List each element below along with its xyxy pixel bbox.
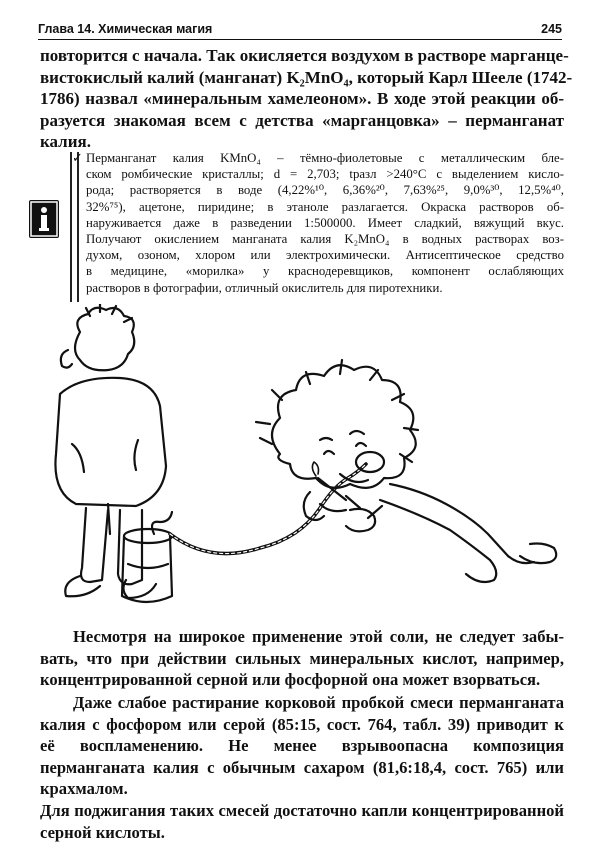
- note-sidebar-bar: [70, 152, 79, 302]
- note-line: рода; растворяется в воде (4,22%¹⁰, 6,36%²⁰, 7,63%²⁵, 9,0%³⁰, 12,5%⁴⁰,: [86, 183, 564, 198]
- note-line: духом, озоном, хлором или электрохимически. Антисептическое средство: [86, 248, 564, 263]
- note-line: 32%⁷⁵), ацетоне, пиридине; в этаноле разлагается. Окраска растворов об-: [86, 199, 564, 214]
- body-line: её воспламенению. Не менее взрывоопасна композиция перманганата калия с обычным сахаром (81,6:18,4, сост. 765) или крахмалом.: [40, 736, 564, 799]
- header-divider: [38, 39, 562, 40]
- page-number: 245: [541, 22, 562, 36]
- body-line: Несмотря на широкое применение этой соли, не следует забы-: [73, 627, 564, 646]
- body-paragraph-2: [40, 692, 564, 843]
- running-header: [38, 22, 562, 38]
- body-line: калия с фосфором или серой (85:15, сост. 764, табл. 39) приводит к: [40, 714, 564, 734]
- can-with-fuse: [122, 464, 366, 602]
- body-line: концентрированной серной или фосфорной она может взорваться.: [40, 670, 541, 690]
- info-note: [72, 150, 564, 296]
- body-line: серной кислоты.: [40, 822, 165, 842]
- intro-line: 1786) назвал «минеральным хамелеоном». В ходе этой реакции об-: [40, 89, 564, 108]
- intro-line: вистокислый калий (манганат) K₂MnO₄, который Карл Шееле (1742-: [40, 67, 573, 87]
- body-line: Даже слабое растирание корковой пробкой смеси перманганата: [73, 693, 564, 712]
- standing-boy: [55, 304, 166, 598]
- info-icon: [29, 200, 59, 238]
- intro-paragraph: [40, 45, 573, 153]
- chapter-title: Глава 14. Химическая магия: [38, 22, 213, 36]
- note-line: растворов в фотографии, отличный окислитель для пиротехники.: [86, 280, 443, 295]
- note-line: Получают окислением манганата калия K₂MnO₄ в водных растворах воз-: [86, 232, 564, 247]
- crouching-boy: [256, 360, 556, 582]
- intro-line: калия.: [40, 132, 91, 151]
- note-line: наруживается даже в разведении 1:500000. Имеет сладкий, вяжущий вкус.: [86, 215, 564, 230]
- note-line: Перманганат калия KMnO₄ – тёмно-фиолетовые с металлическим бле-: [86, 151, 564, 165]
- check-icon: ✓: [72, 150, 83, 165]
- cartoon-illustration: [20, 304, 580, 614]
- note-line: ском ромбические кристаллы; d = 2,703; tразл >240°С с выделением кисло-: [86, 167, 564, 182]
- note-line: в медицине, «морилка» у краснодеревщиков, компонент ослабляющих: [86, 264, 564, 279]
- body-paragraph-1: [40, 626, 564, 691]
- body-line: Для поджигания таких смесей достаточно капли концентрированной: [40, 800, 564, 820]
- intro-line: разуется знакомая всем с детства «марганцовка» – перманганат: [40, 110, 564, 130]
- body-line: вать, что при действии сильных минеральных кислот, например,: [40, 648, 564, 668]
- intro-line: повторится с начала. Так окисляется воздухом в растворе марганце-: [40, 46, 569, 65]
